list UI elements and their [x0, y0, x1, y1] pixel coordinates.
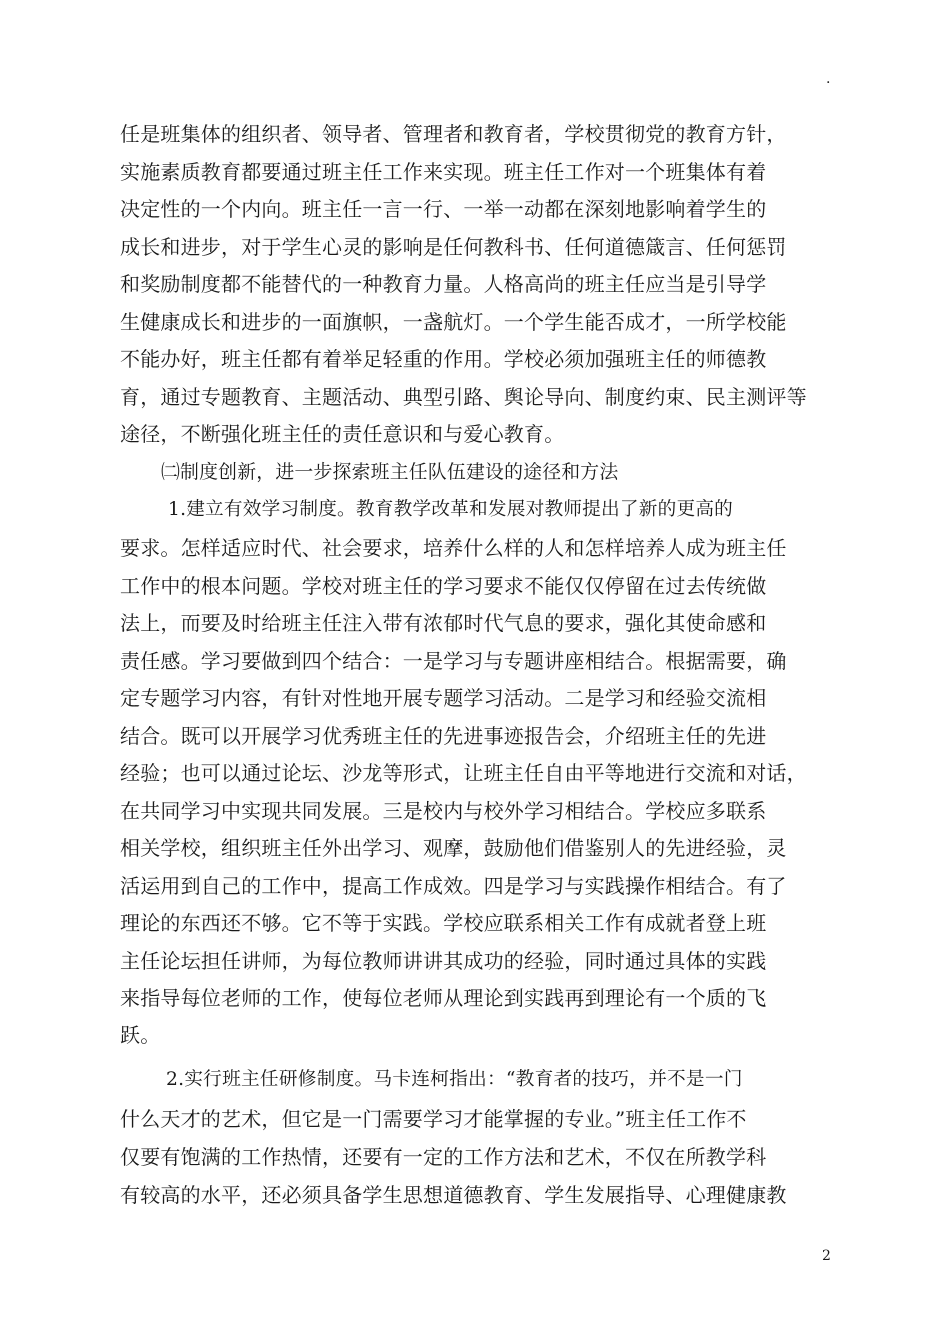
text-line: 成长和进步，对于学生心灵的影响是任何教科书、任何道德箴言、任何惩罚 [120, 234, 787, 259]
text-line: 跃。 [120, 1023, 161, 1047]
text-line: 和奖励制度都不能替代的一种教育力量。人格高尚的班主任应当是引导学 [120, 272, 767, 296]
text-line: 理论的东西还不够。它不等于实践。学校应联系相关工作有成就者登上班 [120, 911, 767, 935]
text-line: 相关学校，组织班主任外出学习、观摩，鼓励他们借鉴别人的先进经验，灵 [120, 836, 787, 860]
text-line: 任是班集体的组织者、领导者、管理者和教育者，学校贯彻党的教育方针， [120, 122, 787, 146]
text-line: 不能办好，班主任都有着举足轻重的作用。学校必须加强班主任的师德教 [120, 347, 767, 371]
text-line: 实施素质教育都要通过班主任工作来实现。班主任工作对一个班集体有着 [120, 159, 767, 184]
text-line: 有较高的水平，还必须具备学生思想道德教育、学生发展指导、心理健康教 [120, 1183, 787, 1207]
text-line: 什么天才的艺术，但它是一门需要学习才能掌握的专业。”班主任工作不 [120, 1107, 747, 1131]
text-line: 仅要有饱满的工作热情，还要有一定的工作方法和艺术，不仅在所教学科 [120, 1145, 767, 1169]
text-line: 经验；也可以通过论坛、沙龙等形式，让班主任自由平等地进行交流和对话， [120, 761, 807, 785]
text-line: 工作中的根本问题。学校对班主任的学习要求不能仅仅停留在过去传统做 [120, 573, 767, 598]
page-number: 2 [822, 1248, 831, 1264]
text-line: 要求。怎样适应时代、社会要求，培养什么样的人和怎样培养人成为班主任 [120, 536, 787, 560]
text-line: 活运用到自己的工作中，提高工作成效。四是学习与实践操作相结合。有了 [120, 873, 787, 898]
text-line: 主任论坛担任讲师，为每位教师讲讲其成功的经验，同时通过具体的实践 [120, 948, 767, 973]
text-line: 途径，不断强化班主任的责任意识和与爱心教育。 [120, 422, 565, 446]
text-line: 来指导每位老师的工作，使每位老师从理论到实践再到理论有一个质的飞 [120, 986, 767, 1010]
text-line: 2.实行班主任研修制度。马卡连柯指出：“教育者的技巧，并不是一门 [166, 1069, 743, 1090]
text-line: 1.建立有效学习制度。教育教学改革和发展对教师提出了新的更高的 [168, 499, 734, 520]
text-line: 法上，而要及时给班主任注入带有浓郁时代气息的要求，强化其使命感和 [120, 611, 767, 635]
text-line: 结合。既可以开展学习优秀班主任的先进事迹报告会，介绍班主任的先进 [120, 723, 767, 748]
text-line: 生健康成长和进步的一面旗帜，一盏航灯。一个学生能否成才，一所学校能 [120, 309, 787, 334]
text-line: 在共同学习中实现共同发展。三是校内与校外学习相结合。学校应多联系 [120, 798, 767, 823]
corner-mark: . [826, 71, 831, 87]
section-heading: ㈡制度创新，进一步探索班主任队伍建设的途径和方法 [161, 461, 619, 483]
text-line: 责任感。学习要做到四个结合：一是学习与专题讲座相结合。根据需要，确 [120, 648, 787, 673]
text-line: 定专题学习内容，有针对性地开展专题学习活动。二是学习和经验交流相 [120, 686, 767, 710]
text-line: 决定性的一个内向。班主任一言一行、一举一动都在深刻地影响着学生的 [120, 197, 767, 221]
text-line: 育，通过专题教育、主题活动、典型引路、舆论导向、制度约束、民主测评等 [120, 384, 807, 409]
